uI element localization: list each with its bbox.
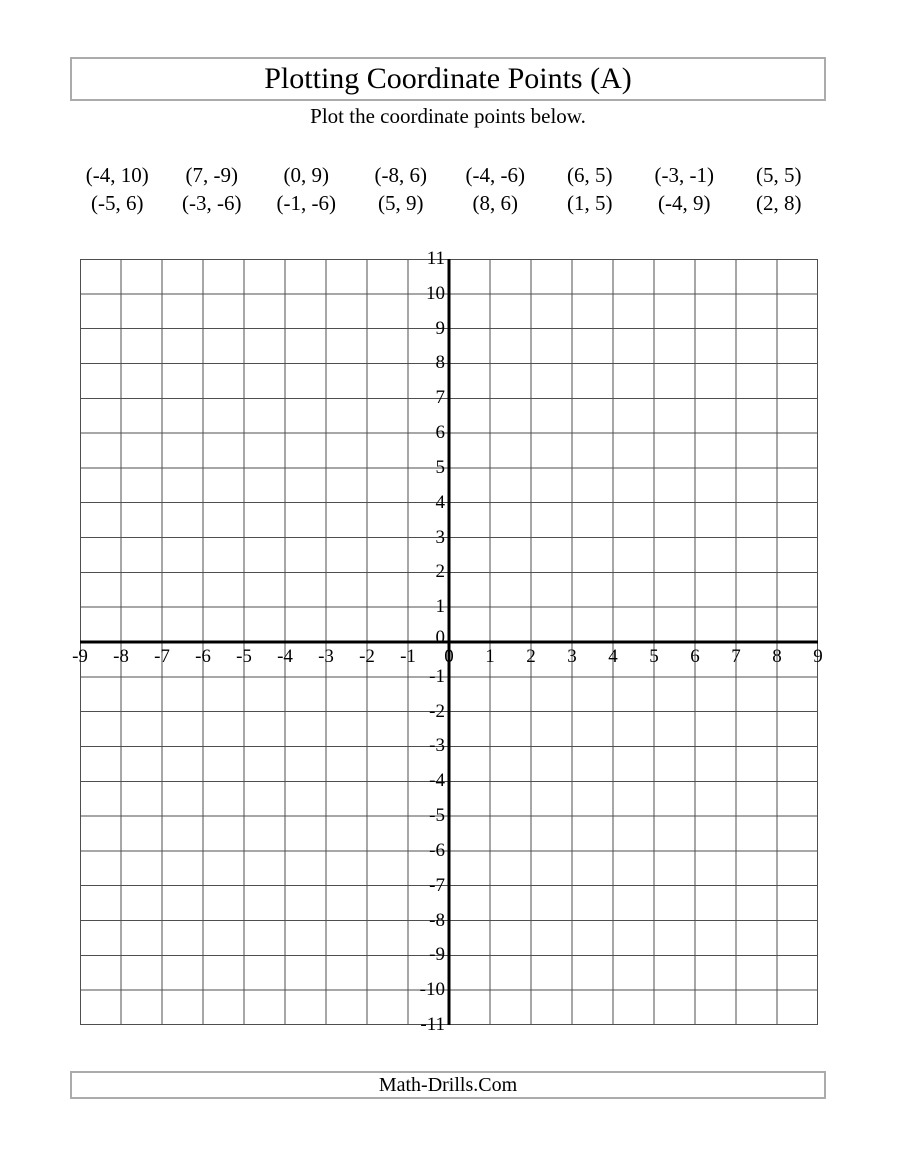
x-tick-label: -3 [318,646,334,667]
y-tick-label: 4 [435,491,445,513]
y-tick-label: -6 [429,839,445,861]
coordinate-pair: (6, 5) [567,163,613,187]
footer-box [70,1071,826,1099]
x-tick-label: -1 [400,646,416,667]
y-tick-label: -11 [420,1014,445,1035]
x-tick-label: 9 [813,646,823,667]
coordinate-pair: (-4, 10) [85,163,149,187]
coordinate-pair: (8, 6) [472,191,518,215]
coordinate-pair: (5, 9) [378,191,424,215]
y-tick-label: -2 [429,700,445,722]
x-tick-label: 4 [608,646,618,667]
x-tick-label: -9 [72,646,88,667]
x-tick-label: 5 [649,646,659,667]
y-tick-label: 11 [426,248,445,269]
x-tick-label: 0 [444,646,454,667]
y-tick-label: 5 [435,456,445,478]
x-tick-label: -5 [236,646,252,667]
x-tick-label: 2 [526,646,536,667]
coordinate-pair: (-5, 6) [91,191,144,215]
coordinate-pair: (-3, -6) [182,191,242,215]
y-tick-label: 0 [435,627,445,648]
coordinate-pair: (2, 8) [756,191,802,215]
title-box [70,57,826,101]
x-tick-label: 3 [567,646,577,667]
y-tick-label: -10 [419,979,445,1001]
coordinate-pair: (1, 5) [567,191,613,215]
coordinate-pair: (5, 5) [756,163,802,187]
coordinate-pair: (-4, -6) [465,163,525,187]
x-tick-label: -8 [113,646,129,667]
y-tick-label: 7 [435,387,445,409]
y-tick-label: 10 [426,282,445,304]
y-tick-label: -7 [429,874,445,896]
coordinate-pair: (-4, 9) [658,191,711,215]
x-tick-label: 8 [772,646,782,667]
x-tick-label: 7 [731,646,741,667]
y-tick-label: -5 [429,805,445,827]
y-tick-label: -4 [429,770,445,792]
y-tick-label: 8 [435,352,445,374]
coordinate-pair: (0, 9) [283,163,329,187]
coordinate-pair: (-3, -1) [654,163,714,187]
y-tick-label: 6 [435,422,445,444]
y-tick-label: -1 [429,665,445,687]
y-tick-label: 2 [435,561,445,583]
y-tick-label: 9 [435,317,445,339]
y-tick-label: 1 [435,596,445,618]
x-tick-label: 1 [485,646,495,667]
x-tick-label: -6 [195,646,211,667]
coordinate-points-list [70,161,826,217]
x-tick-label: 6 [690,646,700,667]
coordinate-grid [72,248,823,1035]
coordinate-pair: (-8, 6) [374,163,427,187]
y-tick-label: -9 [429,944,445,966]
page-title: Plotting Coordinate Points (A) [264,62,632,95]
coordinate-pair: (7, -9) [185,163,238,187]
instructions-text: Plot the coordinate points below. [310,104,586,128]
x-tick-label: -7 [154,646,170,667]
coordinate-pair: (-1, -6) [276,191,336,215]
y-tick-label: 3 [435,526,445,548]
grid-lines [80,259,818,1025]
footer-text: Math-Drills.Com [378,1074,518,1096]
x-tick-label: -4 [277,646,293,667]
x-tick-label: -2 [359,646,375,667]
y-tick-label: -8 [429,909,445,931]
y-tick-label: -3 [429,735,445,757]
